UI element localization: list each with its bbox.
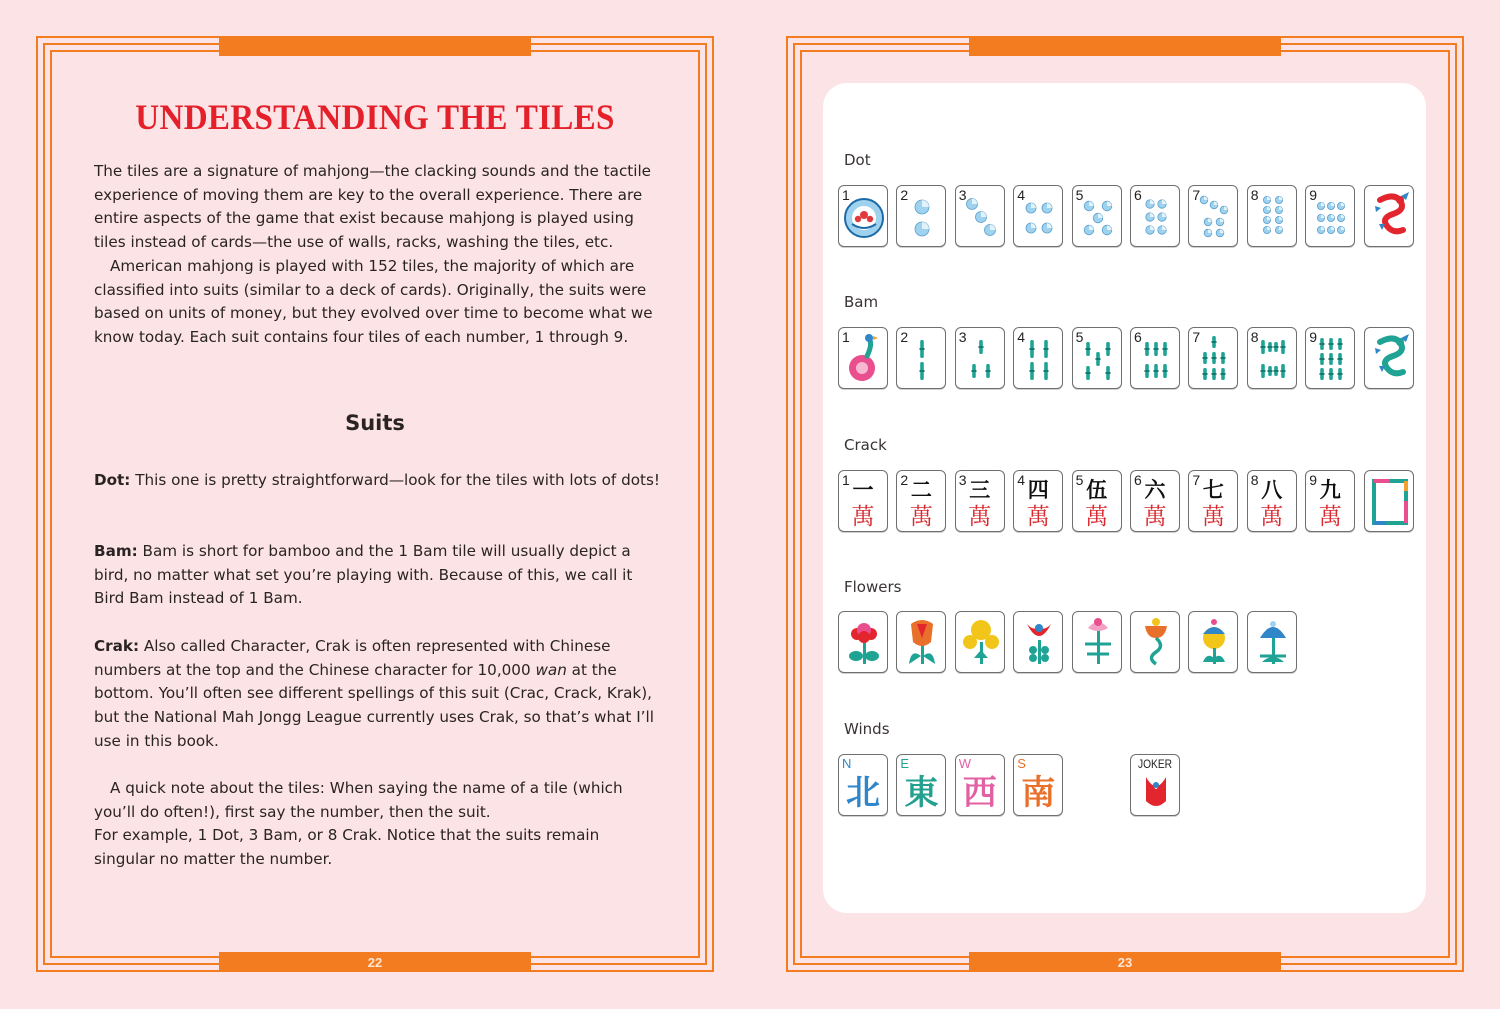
- dot-tile: [838, 185, 888, 247]
- tile-number: 4: [1017, 187, 1025, 203]
- crak-tile: [838, 470, 888, 532]
- note-line-1: A quick note about the tiles: When saying the name of a tile (which you’ll do often!), first say the number, then the suit.: [94, 779, 623, 821]
- crak-text-b: at the bottom. You’ll often see different spellings of this suit (Crac, Crack, Krak), but the National Mah Jongg League currently uses Crak, so that’s what I’ll use in this book.: [94, 660, 654, 750]
- suit-label-flowers: Flowers: [844, 578, 902, 596]
- crak-tile: [955, 470, 1005, 532]
- bam-tile: [1130, 327, 1180, 389]
- dot-tile: [896, 185, 946, 247]
- tile-number: 5: [1075, 187, 1084, 203]
- wind-glyph: 南: [1021, 773, 1056, 813]
- crak-tile: [1247, 470, 1297, 532]
- bam-text: Bam is short for bamboo and the 1 Bam tile will usually depict a bird, no matter what set you’re playing with. Because of this, we call it Bird Bam instead of 1 Bam.: [94, 542, 633, 608]
- crak-number-glyph: 八: [1261, 477, 1283, 502]
- wind-letter: N: [842, 756, 852, 771]
- bam-description: [94, 540, 660, 611]
- wind-glyph: 東: [904, 773, 939, 813]
- note-line-2: For example, 1 Dot, 3 Bam, or 8 Crak. Notice that the suits remain singular no matter the number.: [94, 826, 600, 869]
- flower-tile: [1013, 611, 1063, 673]
- crak-tile: [896, 470, 946, 532]
- tile-number: 4: [1017, 329, 1025, 345]
- tile-number: 7: [1192, 329, 1201, 345]
- crak-tile: [1188, 470, 1238, 532]
- dot-tile: [1188, 185, 1238, 247]
- bam-tile: [1013, 327, 1063, 389]
- flower-tile: [1188, 611, 1238, 673]
- tile-number: 5: [1075, 329, 1084, 345]
- tile-number: 1: [842, 329, 850, 345]
- red-dragon-tile: [1364, 185, 1414, 247]
- tile-number: 9: [1309, 472, 1317, 488]
- tile-number: 2: [900, 187, 909, 203]
- bam-tile: [838, 327, 888, 389]
- bam-tile: [896, 327, 946, 389]
- page-number: 22: [367, 955, 383, 970]
- flower-tile: [955, 611, 1005, 673]
- frame-band-bottom: [219, 952, 531, 972]
- suit-label-crack: Crack: [844, 436, 887, 454]
- bam-tile: [1188, 327, 1238, 389]
- crak-wan-glyph: 萬: [1085, 504, 1109, 530]
- tile-number: 4: [1017, 472, 1025, 488]
- crak-italic: wan: [535, 660, 567, 679]
- wind-glyph: 北: [846, 773, 880, 813]
- tile-number: 8: [1250, 472, 1259, 488]
- crak-tile: [1305, 470, 1355, 532]
- tile-number: 7: [1192, 187, 1201, 203]
- crak-number-glyph: 二: [910, 477, 932, 502]
- crak-wan-glyph: 萬: [968, 504, 992, 530]
- wind-tile: [896, 754, 946, 816]
- tile-number: 3: [958, 187, 967, 203]
- wind-tile: [955, 754, 1005, 816]
- intro-paragraph-2: American mahjong is played with 152 tiles, the majority of which are classified into suits (similar to a deck of cards). Originally, the suits were based on units of money, but they evolved over time to become what we know today. Each suit contains four tiles of each number, 1 through 9.: [94, 256, 653, 346]
- suit-label-bam: Bam: [844, 293, 879, 311]
- dot-tile: [1130, 185, 1180, 247]
- page-title: UNDERSTANDING THE TILES: [135, 97, 615, 137]
- crak-number-glyph: 三: [969, 477, 991, 502]
- dot-tile: [1013, 185, 1063, 247]
- crak-term: Crak:: [94, 637, 140, 655]
- tile-number: 3: [958, 329, 967, 345]
- suit-label-winds: Winds: [844, 720, 890, 738]
- green-dragon-tile: [1364, 327, 1414, 389]
- wind-tile: [838, 754, 888, 816]
- crak-number-glyph: 九: [1319, 477, 1341, 502]
- crak-tile: [1013, 470, 1063, 532]
- tile-note: [94, 777, 660, 872]
- crak-wan-glyph: 萬: [1318, 504, 1342, 530]
- dot-tile: [1072, 185, 1122, 247]
- dot-tile: [1305, 185, 1355, 247]
- white-dragon-tile: [1364, 470, 1414, 532]
- crak-number-glyph: 六: [1144, 477, 1166, 502]
- crak-number-glyph: 一: [852, 477, 874, 502]
- tile-number: 2: [900, 329, 909, 345]
- dot-tile: [955, 185, 1005, 247]
- wind-letter: E: [900, 756, 910, 771]
- wind-tile: [1013, 754, 1063, 816]
- crak-description: [94, 635, 660, 754]
- joker-tile: [1130, 754, 1180, 816]
- flower-tile: [838, 611, 888, 673]
- crak-wan-glyph: 萬: [1260, 504, 1284, 530]
- bam-tile: [1247, 327, 1297, 389]
- flower-tile: [896, 611, 946, 673]
- tile-number: 9: [1309, 329, 1317, 345]
- wind-letter: W: [958, 756, 972, 771]
- crak-wan-glyph: 萬: [1143, 504, 1167, 530]
- flower-tile: [1247, 611, 1297, 673]
- intro-paragraph-1: The tiles are a signature of mahjong—the clacking sounds and the tactile experience of moving them are key to the overall experience. There are entire aspects of the game that exist because mahjong is played using tiles instead of cards—the use of walls, racks, washing the tiles, etc.: [94, 162, 652, 252]
- crak-tile: [1072, 470, 1122, 532]
- tile-number: 6: [1134, 329, 1142, 345]
- dot-description: [94, 469, 660, 493]
- crak-wan-glyph: 萬: [1201, 504, 1225, 530]
- flower-tile: [1072, 611, 1122, 673]
- wind-glyph: 西: [962, 773, 997, 813]
- flower-tile: [1130, 611, 1180, 673]
- tile-number: 9: [1309, 187, 1317, 203]
- crak-text-a: Also called Character, Crak is often represented with Chinese numbers at the top and the Chinese character for 10,000: [94, 637, 611, 679]
- bam-tile: [1072, 327, 1122, 389]
- dot-term: Dot:: [94, 471, 131, 489]
- crak-number-glyph: 四: [1027, 477, 1049, 502]
- crak-number-glyph: 伍: [1086, 477, 1108, 502]
- bam-tile: [1305, 327, 1355, 389]
- crak-number-glyph: 七: [1202, 477, 1224, 502]
- tile-number: 3: [958, 472, 967, 488]
- crak-wan-glyph: 萬: [851, 504, 875, 530]
- tile-number: 8: [1250, 187, 1259, 203]
- tile-chart-card: [823, 83, 1426, 913]
- wind-letter: S: [1017, 756, 1026, 771]
- frame-band-top: [219, 36, 531, 56]
- frame-band-bottom: [969, 952, 1281, 972]
- suit-label-dot: Dot: [844, 151, 871, 169]
- tile-number: 5: [1075, 472, 1084, 488]
- tile-number: 7: [1192, 472, 1201, 488]
- crak-wan-glyph: 萬: [909, 504, 933, 530]
- page-number: 23: [1117, 955, 1133, 970]
- dot-tile: [1247, 185, 1297, 247]
- bam-tile: [955, 327, 1005, 389]
- right-page: [750, 0, 1500, 1009]
- tile-number: 8: [1250, 329, 1259, 345]
- dot-text: This one is pretty straightforward—look for the tiles with lots of dots!: [130, 471, 660, 489]
- tile-number: 2: [900, 472, 909, 488]
- crak-tile: [1130, 470, 1180, 532]
- tile-number: 1: [842, 472, 850, 488]
- tile-number: 6: [1134, 472, 1142, 488]
- frame-band-top: [969, 36, 1281, 56]
- tile-number: 1: [842, 187, 850, 203]
- suits-heading: Suits: [345, 411, 405, 435]
- joker-label: JOKER: [1137, 757, 1172, 771]
- tile-number: 6: [1134, 187, 1142, 203]
- crak-wan-glyph: 萬: [1026, 504, 1050, 530]
- intro-text: [94, 160, 660, 350]
- bam-term: Bam:: [94, 542, 138, 560]
